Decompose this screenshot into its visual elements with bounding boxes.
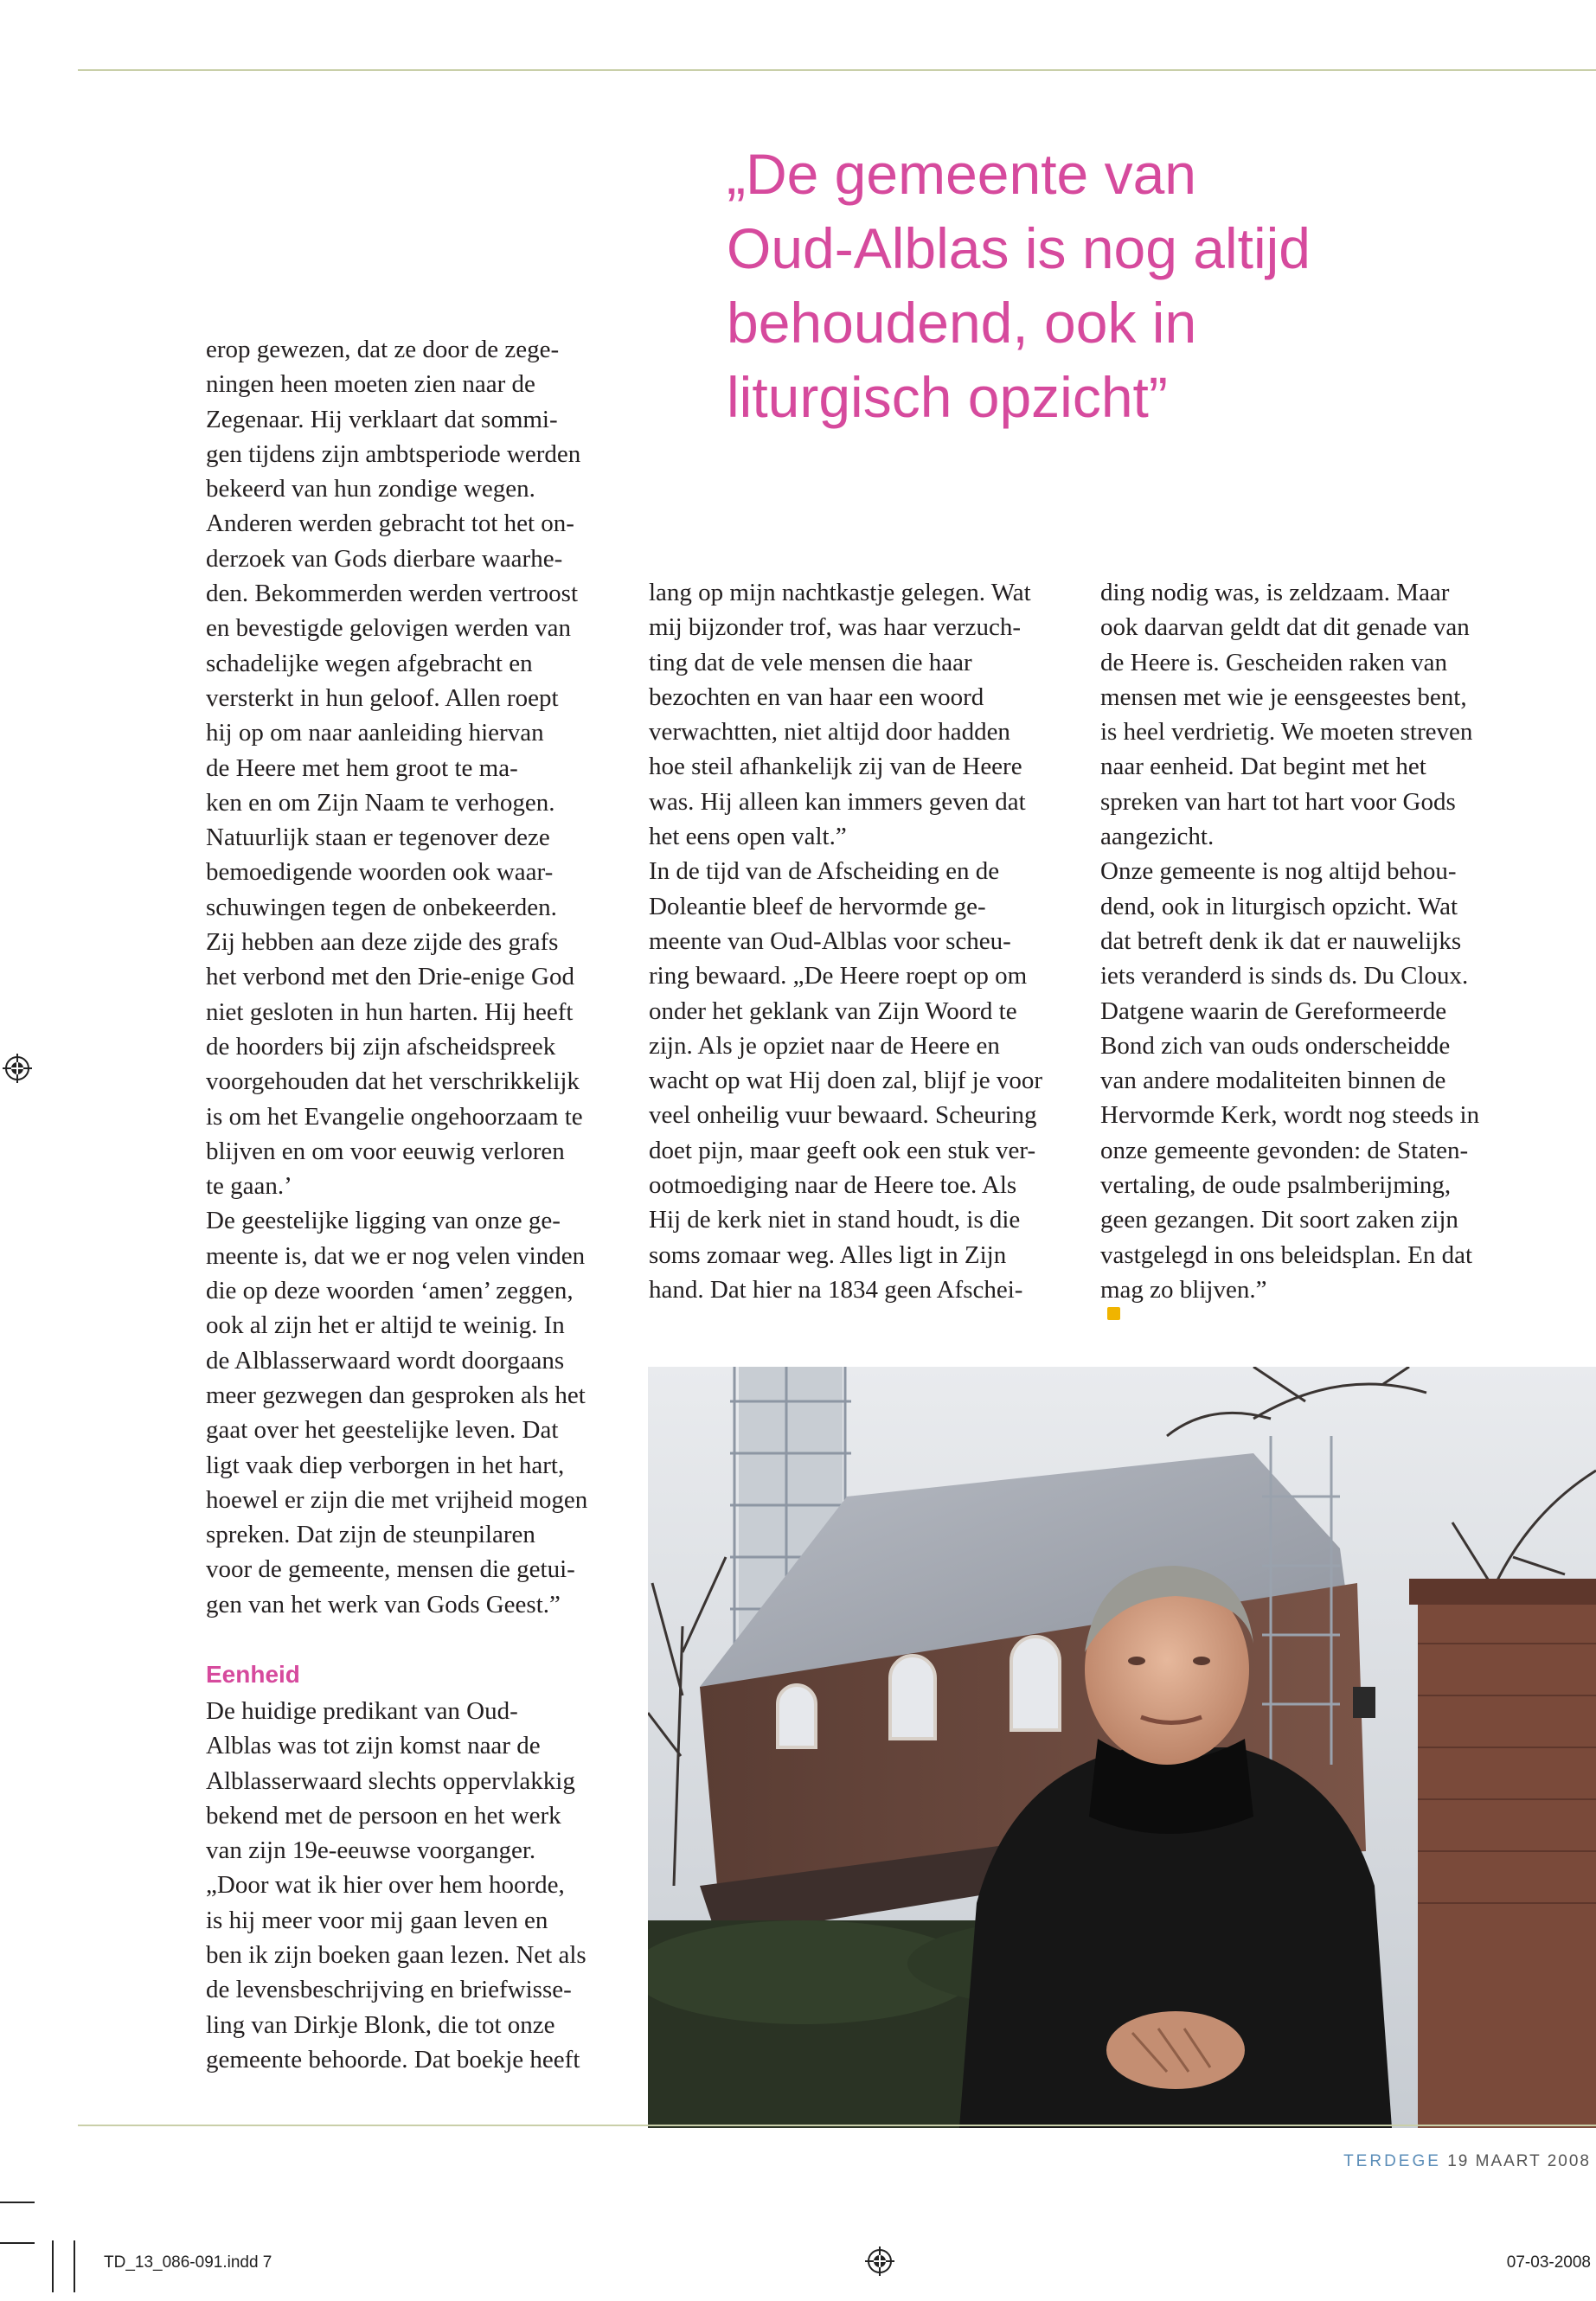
text-line: gen van het werk van Gods Geest.” bbox=[206, 1590, 561, 1618]
pull-quote-line: Oud-Alblas is nog altijd bbox=[727, 216, 1311, 280]
text-line: hand. Dat hier na 1834 geen Afschei- bbox=[649, 1275, 1023, 1304]
text-line: ken en om Zijn Naam te verhogen. bbox=[206, 788, 555, 817]
text-line: de hoorders bij zijn afscheidspreek bbox=[206, 1032, 556, 1061]
text-line: ootmoediging naar de Heere toe. Als bbox=[649, 1171, 1017, 1200]
text-line: is heel verdrietig. We moeten streven bbox=[1100, 718, 1473, 747]
middle-column-text bbox=[649, 575, 1042, 1307]
text-line: versterkt in hun geloof. Allen roept bbox=[206, 683, 559, 712]
text-line: De huidige predikant van Oud- bbox=[206, 1697, 518, 1725]
text-line: Hij de kerk niet in stand houdt, is die bbox=[649, 1206, 1021, 1234]
text-line: dat betreft denk ik dat er nauwelijks bbox=[1100, 926, 1462, 955]
text-line: de Heere is. Gescheiden raken van bbox=[1100, 648, 1447, 676]
text-line: Natuurlijk staan er tegenover deze bbox=[206, 824, 550, 852]
text-line: de Heere met hem groot te ma- bbox=[206, 753, 518, 782]
text-line: meente is, dat we er nog velen vinden bbox=[206, 1241, 586, 1270]
text-line: te gaan.’ bbox=[206, 1172, 292, 1201]
text-line: Anderen werden gebracht tot het on- bbox=[206, 510, 574, 538]
text-line: spreken. Dat zijn de steunpilaren bbox=[206, 1521, 535, 1549]
text-line: bezochten en van haar een woord bbox=[649, 683, 984, 711]
text-line: ben ik zijn boeken gaan lezen. Net als bbox=[206, 1941, 586, 1970]
text-line: zijn. Als je opziet naar de Heere en bbox=[649, 1031, 1000, 1060]
text-line: derzoek van Gods dierbare waarhe- bbox=[206, 544, 563, 573]
text-line: ling van Dirkje Blonk, die tot onze bbox=[206, 2010, 555, 2039]
text-line: en bevestigde gelovigen werden van bbox=[206, 614, 571, 643]
text-line: aangezicht. bbox=[1100, 823, 1215, 851]
issue-date: 19 MAART 2008 bbox=[1447, 2152, 1591, 2170]
text-line: Zegenaar. Hij verklaart dat sommi- bbox=[206, 405, 558, 433]
text-line: meer gezwegen dan gesproken als het bbox=[206, 1381, 586, 1409]
slug-date: 07-03-2008 bbox=[1506, 2253, 1591, 2272]
text-line: ligt vaak diep verborgen in het hart, bbox=[206, 1451, 565, 1479]
text-line: spreken van hart tot hart voor Gods bbox=[1100, 787, 1456, 816]
text-line: het eens open valt.” bbox=[649, 823, 847, 851]
text-line: dend, ook in liturgisch opzicht. Wat bbox=[1100, 892, 1458, 920]
text-line: wacht op wat Hij doen zal, blijf je voor bbox=[649, 1067, 1043, 1095]
text-line: veel onheilig vuur bewaard. Scheuring bbox=[649, 1101, 1037, 1130]
text-line: was. Hij alleen kan immers geven dat bbox=[649, 787, 1026, 816]
text-line: Zij hebben aan deze zijde des grafs bbox=[206, 928, 559, 957]
text-line: schuwingen tegen de onbekeerden. bbox=[206, 893, 557, 921]
text-line-end: mag zo blijven.” bbox=[1100, 1275, 1267, 1304]
slug-filename: TD_13_086-091.indd 7 bbox=[104, 2253, 272, 2272]
crop-mark bbox=[0, 2202, 35, 2203]
text-line: die op deze woorden ‘amen’ zeggen, bbox=[206, 1277, 574, 1305]
text-line: is hij meer voor mij gaan leven en bbox=[206, 1906, 548, 1934]
text-line: den. Bekommerden werden vertroost bbox=[206, 580, 579, 608]
section-heading-eenheid: Eenheid bbox=[206, 1661, 300, 1688]
text-line: vastgelegd in ons beleidsplan. En dat bbox=[1100, 1240, 1473, 1269]
text-line: ningen heen moeten zien naar de bbox=[206, 370, 535, 399]
text-line: Alblasserwaard slechts oppervlakkig bbox=[206, 1766, 575, 1795]
text-line: schadelijke wegen afgebracht en bbox=[206, 649, 533, 677]
top-rule bbox=[78, 69, 1596, 71]
footer-folio bbox=[1343, 2152, 1591, 2171]
text-line: In de tijd van de Afscheiding en de bbox=[649, 857, 1000, 886]
pull-quote bbox=[727, 137, 1436, 434]
text-line bbox=[1100, 1272, 1479, 1320]
text-line: bekend met de persoon en het werk bbox=[206, 1801, 561, 1830]
bottom-rule bbox=[78, 2125, 1596, 2126]
text-line: de levensbeschrijving en briefwisse- bbox=[206, 1976, 572, 2004]
registration-mark-icon bbox=[865, 2247, 894, 2276]
right-column-text bbox=[1100, 575, 1479, 1320]
left-column-text bbox=[206, 332, 587, 1622]
text-line: voor de gemeente, mensen die getui- bbox=[206, 1555, 575, 1584]
text-line: bekeerd van hun zondige wegen. bbox=[206, 475, 535, 503]
text-line: ding nodig was, is zeldzaam. Maar bbox=[1100, 579, 1450, 606]
text-line: meente van Oud-Alblas voor scheu- bbox=[649, 926, 1011, 955]
text-line: blijven en om voor eeuwig verloren bbox=[206, 1137, 565, 1165]
text-line: mensen met wie je eensgeestes bent, bbox=[1100, 683, 1467, 711]
text-line: ook al zijn het er altijd te weinig. In bbox=[206, 1311, 565, 1340]
magazine-name: TERDEGE bbox=[1343, 2152, 1441, 2170]
text-line: iets veranderd is sinds ds. Du Cloux. bbox=[1100, 962, 1469, 990]
text-line: bemoedigende woorden ook waar- bbox=[206, 858, 554, 887]
text-line: Doleantie bleef de hervormde ge- bbox=[649, 892, 986, 920]
text-line: gen tijdens zijn ambtsperiode werden bbox=[206, 439, 581, 468]
text-line: van andere modaliteiten binnen de bbox=[1100, 1067, 1446, 1095]
text-line: mij bijzonder trof, was haar verzuch- bbox=[649, 613, 1021, 642]
text-line: lang op mijn nachtkastje gelegen. Wat bbox=[649, 579, 1031, 606]
text-line: hoe steil afhankelijk zij van de Heere bbox=[649, 753, 1022, 781]
text-line: vertaling, de oude psalmberijming, bbox=[1100, 1171, 1452, 1200]
text-line: De geestelijke ligging van onze ge- bbox=[206, 1207, 561, 1235]
pull-quote-line: behoudend, ook in bbox=[727, 291, 1197, 355]
text-line: Hervormde Kerk, wordt nog steeds in bbox=[1100, 1101, 1480, 1130]
text-line: hoewel er zijn die met vrijheid mogen bbox=[206, 1485, 588, 1514]
photo-church-minister bbox=[648, 1367, 1596, 2128]
text-line: onze gemeente gevonden: de Staten- bbox=[1100, 1136, 1469, 1164]
text-line: het verbond met den Drie-enige God bbox=[206, 963, 574, 991]
text-line: Alblas was tot zijn komst naar de bbox=[206, 1732, 541, 1760]
text-line: erop gewezen, dat ze door de zege- bbox=[206, 336, 560, 363]
pull-quote-line: „De gemeente van bbox=[727, 142, 1196, 206]
registration-mark-icon bbox=[3, 1054, 32, 1083]
text-line: ring bewaard. „De Heere roept op om bbox=[649, 962, 1028, 990]
text-line: verwachtten, niet altijd door hadden bbox=[649, 718, 1010, 747]
text-line: „Door wat ik hier over hem hoorde, bbox=[206, 1871, 565, 1900]
text-line: niet gesloten in hun harten. Hij heeft bbox=[206, 997, 574, 1026]
end-of-article-mark bbox=[1107, 1307, 1120, 1320]
text-line: soms zomaar weg. Alles ligt in Zijn bbox=[649, 1240, 1007, 1269]
text-line: Bond zich van ouds onderscheidde bbox=[1100, 1031, 1451, 1060]
pull-quote-line: liturgisch opzicht” bbox=[727, 365, 1168, 429]
text-line: Onze gemeente is nog altijd behou- bbox=[1100, 857, 1457, 886]
text-line: onder het geklank van Zijn Woord te bbox=[649, 997, 1017, 1025]
text-line: naar eenheid. Dat begint met het bbox=[1100, 753, 1426, 781]
text-line: geen gezangen. Dit soort zaken zijn bbox=[1100, 1206, 1458, 1234]
text-line: Datgene waarin de Gereformeerde bbox=[1100, 997, 1447, 1025]
crop-mark bbox=[0, 2242, 35, 2244]
text-line: de Alblasserwaard wordt doorgaans bbox=[206, 1346, 565, 1375]
text-line: voorgehouden dat het verschrikkelijk bbox=[206, 1067, 580, 1096]
text-line: van zijn 19e-eeuwse voorganger. bbox=[206, 1836, 536, 1865]
text-line: gaat over het geestelijke leven. Dat bbox=[206, 1416, 559, 1445]
article-photo bbox=[648, 1367, 1596, 2128]
text-line: gemeente behoorde. Dat boekje heeft bbox=[206, 2045, 580, 2073]
crop-mark bbox=[52, 2240, 54, 2292]
text-line: ook daarvan geldt dat dit genade van bbox=[1100, 613, 1470, 642]
text-line: doet pijn, maar geeft ook een stuk ver- bbox=[649, 1136, 1036, 1164]
text-line: is om het Evangelie ongehoorzaam te bbox=[206, 1102, 583, 1131]
left-column-text-bottom bbox=[206, 1694, 586, 2077]
crop-mark bbox=[74, 2240, 75, 2292]
text-line: ting dat de vele mensen die haar bbox=[649, 648, 972, 676]
text-line: hij op om naar aanleiding hiervan bbox=[206, 719, 544, 747]
